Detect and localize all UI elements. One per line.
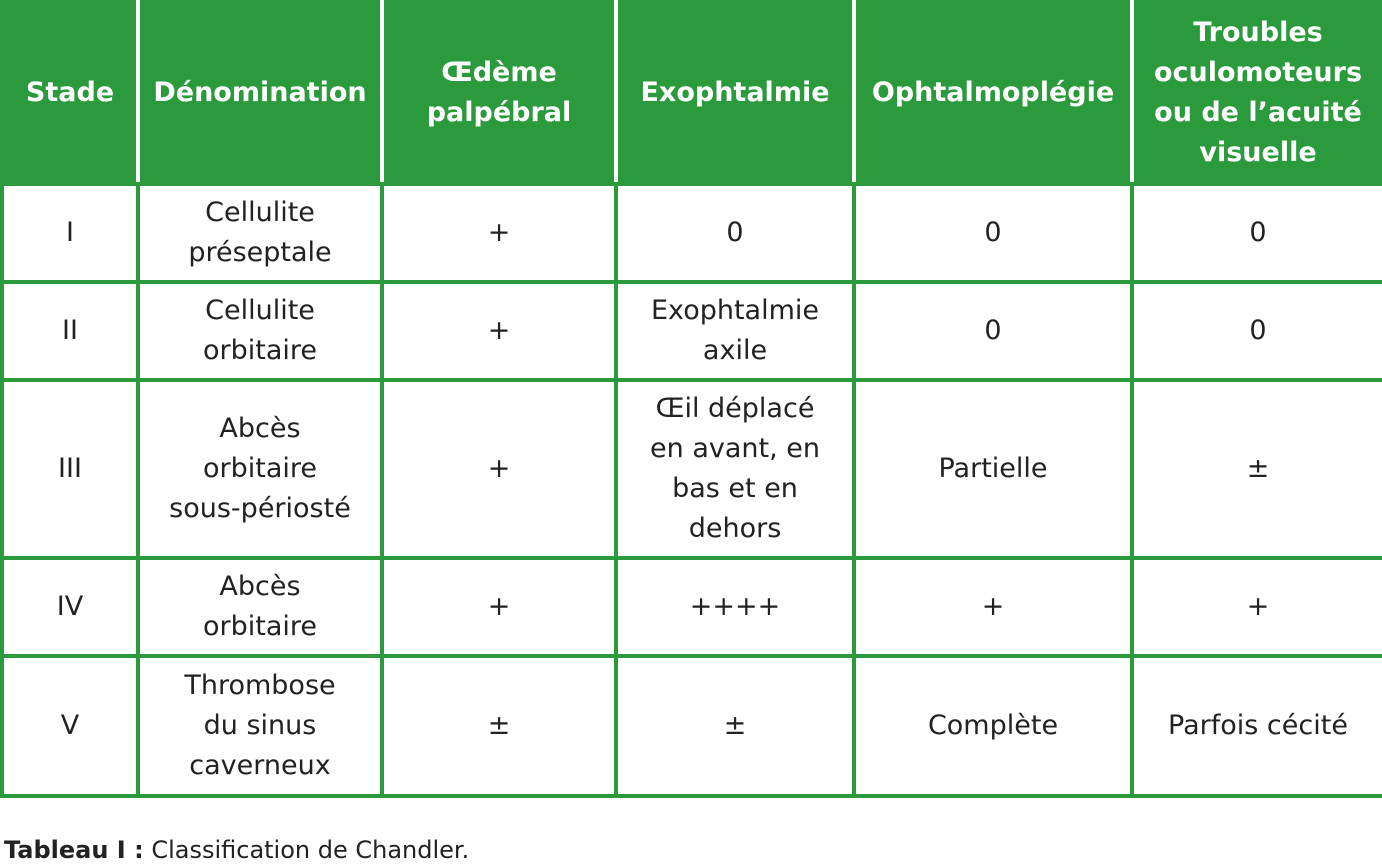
- header-troubles-oculomoteurs: [1132, 2, 1382, 184]
- table-cell: [2, 558, 138, 656]
- table-cell: [382, 282, 616, 380]
- table-cell: [138, 282, 382, 380]
- cell-text: +: [1246, 591, 1270, 622]
- table-cell: [616, 184, 854, 282]
- table-cell: [1132, 282, 1382, 380]
- table-row-stade-1: [2, 184, 1382, 282]
- table-cell: [2, 656, 138, 796]
- cell-text: ±: [723, 710, 747, 741]
- cell-text: I: [66, 217, 74, 248]
- header-oedeme-palpebral: [382, 2, 616, 184]
- cell-text: Cellulite préseptale: [188, 197, 332, 268]
- cell-text: Abcès orbitaire: [202, 571, 317, 642]
- cell-text: +: [487, 217, 511, 248]
- table-cell: [2, 380, 138, 558]
- cell-text: +: [981, 591, 1005, 622]
- header-denomination: [138, 2, 382, 184]
- cell-text: V: [60, 710, 80, 741]
- header-ophtalmoplegie-text: Ophtalmoplégie: [871, 77, 1115, 108]
- table-caption: [4, 832, 469, 868]
- header-stade-text: Stade: [25, 77, 115, 108]
- table-cell: [382, 656, 616, 796]
- table-cell: [616, 380, 854, 558]
- cell-text: Partielle: [938, 453, 1048, 484]
- table-cell: [138, 558, 382, 656]
- table-cell: [616, 656, 854, 796]
- table-cell: [616, 558, 854, 656]
- cell-text: 0: [726, 217, 744, 248]
- cell-text: 0: [984, 217, 1002, 248]
- cell-text: 0: [984, 315, 1002, 346]
- table-row-stade-5: [2, 656, 1382, 796]
- table-row-stade-4: [2, 558, 1382, 656]
- cell-text: +: [487, 315, 511, 346]
- cell-text: ++++: [689, 591, 781, 622]
- cell-text: Cellulite orbitaire: [202, 295, 317, 366]
- table-cell: [616, 282, 854, 380]
- cell-text: +: [487, 591, 511, 622]
- cell-text: III: [58, 453, 82, 484]
- cell-text: II: [62, 315, 78, 346]
- cell-text: Thrombose du sinus caverneux: [184, 670, 336, 781]
- cell-text: 0: [1249, 217, 1267, 248]
- table-cell: [1132, 184, 1382, 282]
- caption-label: Tableau I :: [4, 836, 144, 864]
- header-ophtalmoplegie: [854, 2, 1132, 184]
- caption-text: Classification de Chandler.: [143, 836, 470, 864]
- cell-text: ±: [487, 710, 511, 741]
- table-cell: [138, 380, 382, 558]
- cell-text: ±: [1246, 453, 1270, 484]
- table-cell: [854, 656, 1132, 796]
- cell-text: Œil déplacé en avant, en bas et en dehors: [650, 393, 820, 544]
- table-cell: [382, 380, 616, 558]
- header-exophtalmie-text: Exophtalmie: [640, 77, 830, 108]
- table-row-stade-2: [2, 282, 1382, 380]
- cell-text: +: [487, 453, 511, 484]
- table-cell: [2, 184, 138, 282]
- table-cell: [2, 282, 138, 380]
- table-cell: [1132, 656, 1382, 796]
- cell-text: Abcès orbitaire sous-périosté: [169, 413, 351, 524]
- header-troubles-oculomoteurs-text: Troubles oculomoteurs ou de l’acuité visuelle: [1153, 17, 1363, 168]
- table-cell: [382, 558, 616, 656]
- header-stade: [2, 2, 138, 184]
- table-cell: [854, 380, 1132, 558]
- table-cell: [1132, 380, 1382, 558]
- header-exophtalmie: [616, 2, 854, 184]
- header-row: [2, 2, 1382, 184]
- table-cell: [854, 558, 1132, 656]
- cell-text: Parfois cécité: [1168, 710, 1348, 741]
- table-cell: [1132, 558, 1382, 656]
- table-cell: [138, 656, 382, 796]
- header-oedeme-palpebral-text: Œdème palpébral: [426, 57, 572, 128]
- table-cell: [382, 184, 616, 282]
- table-row-stade-3: [2, 380, 1382, 558]
- cell-text: Exophtalmie axile: [650, 295, 820, 366]
- cell-text: 0: [1249, 315, 1267, 346]
- cell-text: IV: [56, 591, 84, 622]
- table-cell: [138, 184, 382, 282]
- table-cell: [854, 184, 1132, 282]
- table-cell: [854, 282, 1132, 380]
- header-denomination-text: Dénomination: [153, 77, 367, 108]
- cell-text: Complète: [927, 710, 1059, 741]
